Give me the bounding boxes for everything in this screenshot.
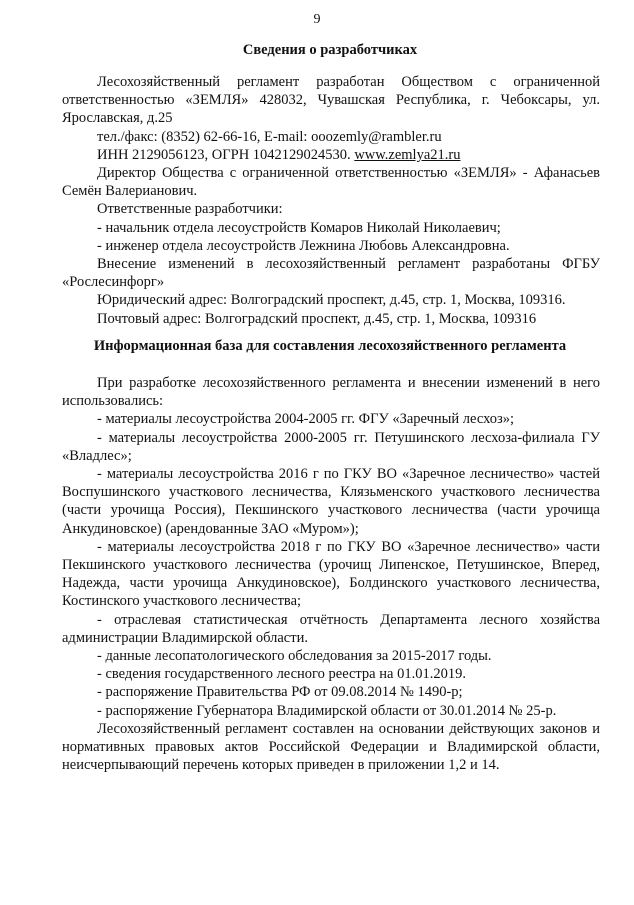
list-item: - отраслевая статистическая отчётность Департамента лесного хозяйства администрации Владимирской области. [62,611,600,646]
responsible-title: Ответственные разработчики: [97,201,283,218]
section-title-developers: Сведения о разработчиках [242,42,418,58]
director-paragraph: Директор Общества с ограниченной ответственностью «ЗЕМЛЯ» - Афанасьев Семён Валерианович. [62,165,600,200]
page-number: 9 [313,12,321,27]
list-item: - материалы лесоустройства 2004-2005 гг. ФГУ «Заречный лесхоз»; [97,411,515,428]
developer-paragraph: Лесохозяйственный регламент разработан Обществом с ограниченной ответственностью «ЗЕМЛЯ» 428032, Чувашская Республика, г. Чебоксары, ул. Ярославская, д.25 [62,74,600,127]
legal-address: Юридический адрес: Волгоградский проспект, д.45, стр. 1, Москва, 109316. [97,292,566,309]
list-item: - распоряжение Правительства РФ от 09.08.2014 № 1490-р; [97,684,463,701]
list-item: - распоряжение Губернатора Владимирской области от 30.01.2014 № 25-р. [97,702,557,719]
closing-paragraph: Лесохозяйственный регламент составлен на основании действующих законов и нормативных правовых актов Российской Федерации и Владимирской области, неисчерпывающий перечень которых приведен в приложении 1,2 и 14. [62,720,600,774]
responsible-item: - инженер отдела лесоустройств Лежнина Любовь Александровна. [97,237,510,254]
list-item: - данные лесопатологического обследования за 2015-2017 годы. [97,648,492,665]
intro-paragraph: При разработке лесохозяйственного регламента и внесении изменений в него использовались: [62,375,600,410]
website-link[interactable]: www.zemlya21.ru [354,146,461,163]
list-item: - сведения государственного лесного реестра на 01.01.2019. [97,666,466,683]
contacts-line: тел./факс: (8352) 62-66-16, E-mail: ooozemly@rambler.ru [97,128,442,145]
amendments-paragraph: Внесение изменений в лесохозяйственный регламент разработаны ФГБУ «Рослесинфорг» [62,256,600,291]
list-item: - материалы лесоустройства 2018 г по ГКУ ВО «Заречное лесничество» части Пекшинского участкового лесничества (урочищ Липенское, Петушинское, Вперед, Надежда, части урочища Анкудиновское), Болдинского участкового лесничества, Костинского участкового лесничества; [62,538,600,610]
developers-section [62,73,600,328]
registration-ids: ИНН 2129056123, ОГРН 1042129024530. [97,146,351,163]
list-item: - материалы лесоустройства 2016 г по ГКУ ВО «Заречное лесничество» частей Воспушинского участкового лесничества, Клязьменского участкового лесничества (части урочища Россия), Пекшинского участкового лесничества (части урочища Анкудиновское) (арендованные ЗАО «Муром»); [62,466,600,537]
list-item: - материалы лесоустройства 2000-2005 гг. Петушинского лесхоза-филиала ГУ «Владлес»; [62,429,600,464]
postal-address: Почтовый адрес: Волгоградский проспект, д.45, стр. 1, Москва, 109316 [97,310,537,327]
responsible-item: - начальник отдела лесоустройств Комаров Николай Николаевич; [97,219,501,236]
registration-line [62,146,600,164]
information-base-section [62,374,600,774]
section-title-information-base: Информационная база для составления лесохозяйственного регламента [93,338,567,354]
